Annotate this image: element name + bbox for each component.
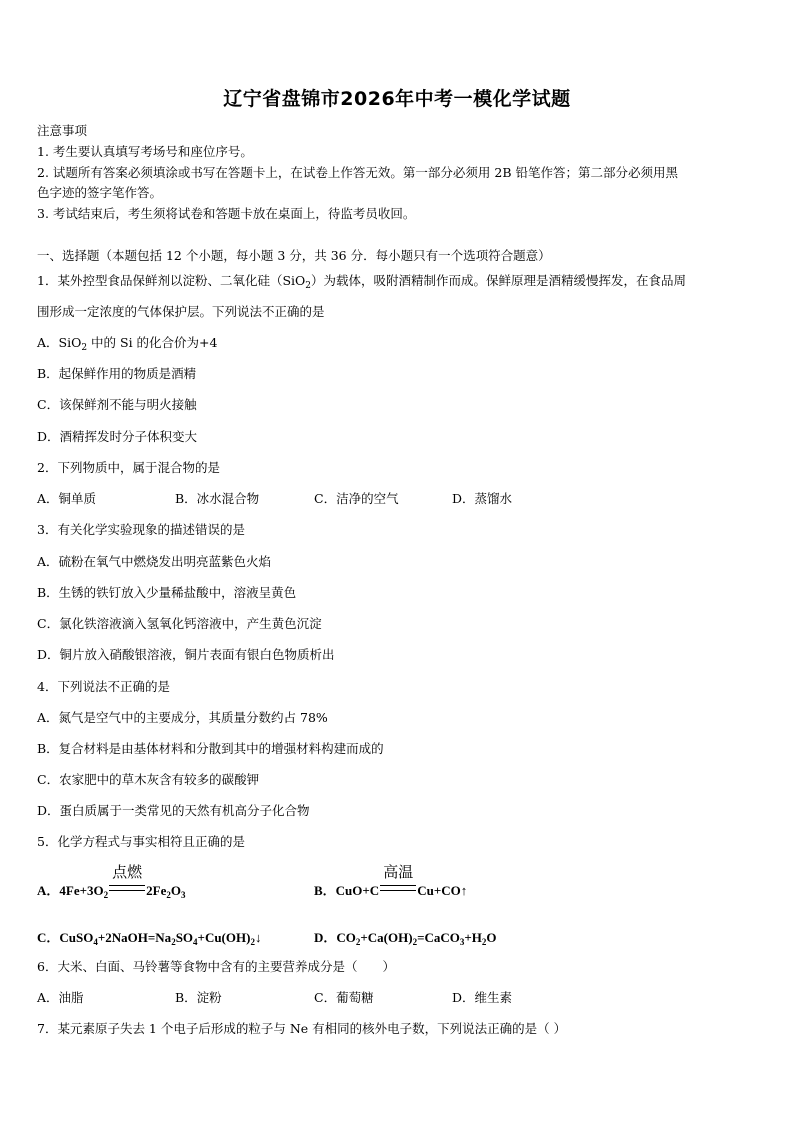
question-6-option-d[interactable]: D．维生素 [452, 990, 513, 1005]
question-4-option-a[interactable]: A．氮气是空气中的主要成分，其质量分数约占 78% [37, 710, 328, 725]
question-6-option-b[interactable]: B．淀粉 [175, 990, 222, 1005]
question-3-option-d[interactable]: D．铜片放入硝酸银溶液，铜片表面有银白色物质析出 [37, 647, 335, 662]
section-heading: 一、选择题（本题包括 12 个小题，每小题 3 分，共 36 分．每小题只有一个选项符合题意） [37, 248, 551, 263]
question-2-stem: 2．下列物质中，属于混合物的是 [37, 460, 220, 475]
question-5-stem: 5．化学方程式与事实相符且正确的是 [37, 834, 245, 849]
reaction-condition-arrow: 点燃 [109, 881, 145, 895]
question-4-option-c[interactable]: C．农家肥中的草木灰含有较多的碳酸钾 [37, 772, 260, 787]
notice-item-2: 2. 试题所有答案必须填涂或书写在答题卡上，在试卷上作答无效。第一部分必须用 2B 铅笔作答；第二部分必须用黑 [37, 165, 678, 180]
question-1-option-c[interactable]: C．该保鲜剂不能与明火接触 [37, 397, 197, 412]
question-1-option-b[interactable]: B．起保鲜作用的物质是酒精 [37, 366, 197, 381]
question-3-option-c[interactable]: C．氯化铁溶液滴入氢氧化钙溶液中，产生黄色沉淀 [37, 616, 322, 631]
question-2-option-c[interactable]: C．洁净的空气 [314, 491, 399, 506]
question-1-option-a[interactable]: A．SiO$_2$ 中的 Si 的化合价为+4 [37, 335, 218, 353]
question-6-option-c[interactable]: C．葡萄糖 [314, 990, 374, 1005]
question-5-option-c[interactable]: C．$CuSO_4+2NaOH=Na_2SO_4+Cu(OH)_2↓$ [37, 930, 262, 947]
question-5-option-d[interactable]: D．$CO_2+Ca(OH)_2=CaCO_3+H_2O$ [314, 930, 497, 947]
question-4-stem: 4．下列说法不正确的是 [37, 679, 170, 694]
question-4-option-d[interactable]: D．蛋白质属于一类常见的天然有机高分子化合物 [37, 803, 310, 818]
question-5-option-a[interactable]: A．$4Fe+3O_2$ 点燃 $2Fe_2O_3$ [37, 863, 186, 900]
page-title: 辽宁省盘锦市2026年中考一模化学试题 [223, 88, 571, 110]
reaction-condition-arrow: 高温 [380, 881, 416, 895]
question-3-option-a[interactable]: A．硫粉在氧气中燃烧发出明亮蓝紫色火焰 [37, 554, 272, 569]
question-4-option-b[interactable]: B．复合材料是由基体材料和分散到其中的增强材料构建而成的 [37, 741, 384, 756]
question-1-stem-cont: 围形成一定浓度的气体保护层。下列说法不正确的是 [37, 304, 325, 319]
question-6-option-a[interactable]: A．油脂 [37, 990, 84, 1005]
question-5-option-b[interactable]: B．CuO+C 高温 Cu+CO↑ [314, 863, 468, 898]
notice-item-2-cont: 色字迹的签字笔作答。 [37, 185, 163, 200]
question-3-stem: 3．有关化学实验现象的描述错误的是 [37, 522, 245, 537]
question-2-option-a[interactable]: A．铜单质 [37, 491, 97, 506]
question-1-stem: 1．某外控型食品保鲜剂以淀粉、二氧化硅（SiO$_2$）为载体，吸附酒精制作而成。保鲜原理是酒精缓慢挥发，在食品周 [37, 273, 687, 291]
notice-item-1: 1. 考生要认真填写考场号和座位序号。 [37, 144, 253, 159]
notice-item-3: 3. 考试结束后，考生须将试卷和答题卡放在桌面上，待监考员收回。 [37, 206, 416, 221]
question-3-option-b[interactable]: B．生锈的铁钉放入少量稀盐酸中，溶液呈黄色 [37, 585, 297, 600]
question-1-option-d[interactable]: D．酒精挥发时分子体积变大 [37, 429, 198, 444]
notice-heading: 注意事项 [37, 123, 88, 138]
question-6-stem: 6．大米、白面、马铃薯等食物中含有的主要营养成分是（ ） [37, 959, 395, 974]
question-2-option-b[interactable]: B．冰水混合物 [175, 491, 260, 506]
question-7-stem: 7．某元素原子失去 1 个电子后形成的粒子与 Ne 有相同的核外电子数，下列说法正确的是（ ） [37, 1021, 567, 1036]
question-2-option-d[interactable]: D．蒸馏水 [452, 491, 513, 506]
